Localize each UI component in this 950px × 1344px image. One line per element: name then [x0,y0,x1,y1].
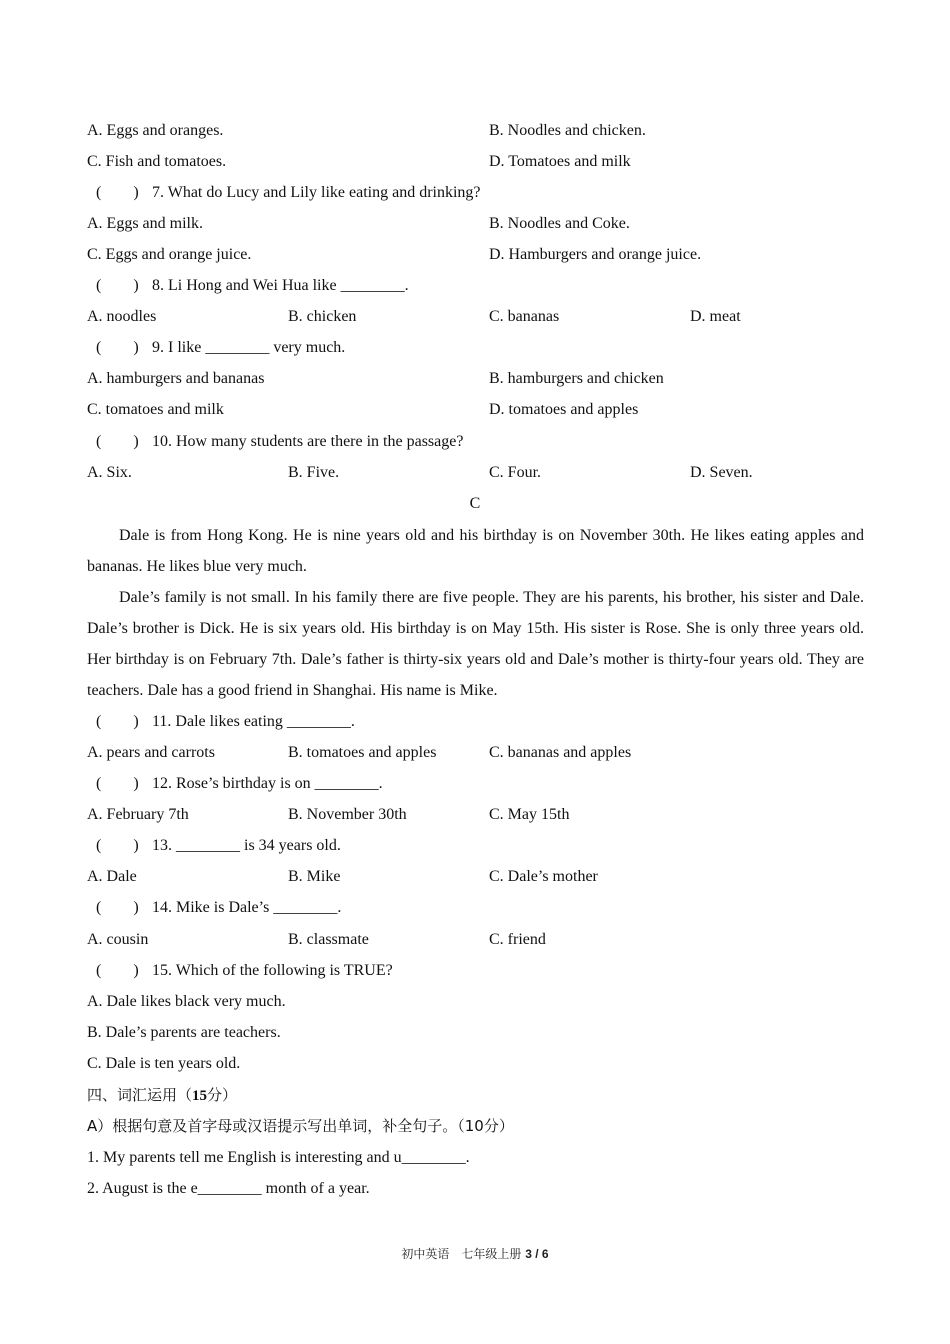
question-11 [0,711,950,733]
q7-options-row1 [0,213,950,235]
q8-option-b: B. chicken [288,308,357,325]
q15-option-b: B. Dale’s parents are teachers. [87,1024,281,1041]
question-8 [0,275,950,297]
vocab-item-2-text[interactable]: 2. August is the e________ month of a year. [87,1180,370,1197]
question-7 [0,182,950,204]
q13-option-b: B. Mike [288,868,341,885]
answer-blank[interactable]: ( ) [96,962,139,979]
q6-option-a: A. Eggs and oranges. [87,122,224,139]
question-10 [0,431,950,453]
q13-option-a: A. Dale [87,868,137,885]
answer-blank[interactable]: ( ) [96,433,139,450]
question-13 [0,835,950,857]
q14-option-b: B. classmate [288,931,369,948]
section-4a-instruction-text: A）根据句意及首字母或汉语提示写出单词，补全句子。（10分） [87,1117,514,1135]
section-4-score: 15 [192,1088,208,1104]
answer-blank[interactable]: ( ) [96,775,139,792]
q7-options-row2 [0,244,950,266]
question-12 [0,773,950,795]
question-text: 15. Which of the following is TRUE? [152,962,393,979]
answer-blank[interactable]: ( ) [96,837,139,854]
footer-label: 初中英语 七年级上册 [401,1247,522,1261]
q11-option-a: A. pears and carrots [87,744,215,761]
q10-option-c: C. Four. [489,464,542,481]
q12-options [0,804,950,826]
page-footer [0,1245,950,1262]
q8-options [0,306,950,328]
q14-option-c: C. friend [489,931,546,948]
q14-options [0,929,950,951]
q15-option-b-row [0,1022,950,1044]
q7-option-b: B. Noodles and Coke. [489,215,630,232]
question-text: 13. ________ is 34 years old. [152,837,341,854]
q10-options [0,462,950,484]
q13-options [0,866,950,888]
q6-option-c: C. Fish and tomatoes. [87,153,227,170]
q8-option-c: C. bananas [489,308,560,325]
q15-option-a-row [0,991,950,1013]
question-14 [0,897,950,919]
q12-option-a: A. February 7th [87,806,189,823]
q9-option-c: C. tomatoes and milk [87,401,224,418]
section-c-title: C [469,495,481,512]
q8-option-d: D. meat [690,308,741,325]
question-text: 7. What do Lucy and Lily like eating and drinking? [152,184,481,201]
question-text: 9. I like ________ very much. [152,339,346,356]
q6-option-b: B. Noodles and chicken. [489,122,646,139]
q15-option-a: A. Dale likes black very much. [87,993,286,1010]
q11-options [0,742,950,764]
passage-paragraph-1: Dale is from Hong Kong. He is nine years old and his birthday is on November 30th. He likes eating apples and bananas. He likes blue very much. [87,527,864,575]
q9-options-row1 [0,368,950,390]
question-text: 11. Dale likes eating ________. [152,713,355,730]
answer-blank[interactable]: ( ) [96,713,139,730]
q7-option-d: D. Hamburgers and orange juice. [489,246,702,263]
q15-option-c-row [0,1053,950,1075]
question-text: 8. Li Hong and Wei Hua like ________. [152,277,409,294]
question-text: 12. Rose’s birthday is on ________. [152,775,383,792]
q13-option-c: C. Dale’s mother [489,868,598,885]
q15-option-c: C. Dale is ten years old. [87,1055,241,1072]
q6-options-row2 [0,151,950,173]
question-text: 10. How many students are there in the passage? [152,433,464,450]
answer-blank[interactable]: ( ) [96,277,139,294]
q7-option-a: A. Eggs and milk. [87,215,203,232]
vocab-item-1-text[interactable]: 1. My parents tell me English is interesting and u________. [87,1149,470,1166]
answer-blank[interactable]: ( ) [96,184,139,201]
section-4-heading [0,1084,950,1106]
q9-option-b: B. hamburgers and chicken [489,370,664,387]
vocab-item-1 [0,1147,950,1169]
q14-option-a: A. cousin [87,931,149,948]
q9-option-d: D. tomatoes and apples [489,401,639,418]
section-4a-instruction [0,1115,950,1137]
vocab-item-2 [0,1178,950,1200]
answer-blank[interactable]: ( ) [96,339,139,356]
q6-option-d: D. Tomatoes and milk [489,153,631,170]
question-15 [0,960,950,982]
page-number: 3 / 6 [525,1247,549,1261]
q10-option-a: A. Six. [87,464,132,481]
q7-option-c: C. Eggs and orange juice. [87,246,252,263]
q6-options-row1 [0,120,950,142]
answer-blank[interactable]: ( ) [96,899,139,916]
q12-option-b: B. November 30th [288,806,407,823]
q10-option-d: D. Seven. [690,464,753,481]
section-4-heading-suffix: 分） [207,1086,238,1104]
q10-option-b: B. Five. [288,464,340,481]
question-9 [0,337,950,359]
passage-paragraph-2: Dale’s family is not small. In his family there are five people. They are his parents, his brother, his sister and Dale. Dale’s brother is Dick. He is six years old. His birthday is on May 15th. His sister is Rose. She is only three years old. Her birthday is on February 7th. Dale’s father is thirty-six years old and Dale’s mother is thirty-four years old. They are teachers. Dale has a good friend in Shanghai. His name is Mike. [87,589,864,699]
q12-option-c: C. May 15th [489,806,570,823]
q11-option-b: B. tomatoes and apples [288,744,437,761]
q11-option-c: C. bananas and apples [489,744,632,761]
q9-option-a: A. hamburgers and bananas [87,370,265,387]
question-text: 14. Mike is Dale’s ________. [152,899,342,916]
q9-options-row2 [0,399,950,421]
q8-option-a: A. noodles [87,308,157,325]
section-4-heading-prefix: 四、词汇运用（ [87,1086,193,1104]
